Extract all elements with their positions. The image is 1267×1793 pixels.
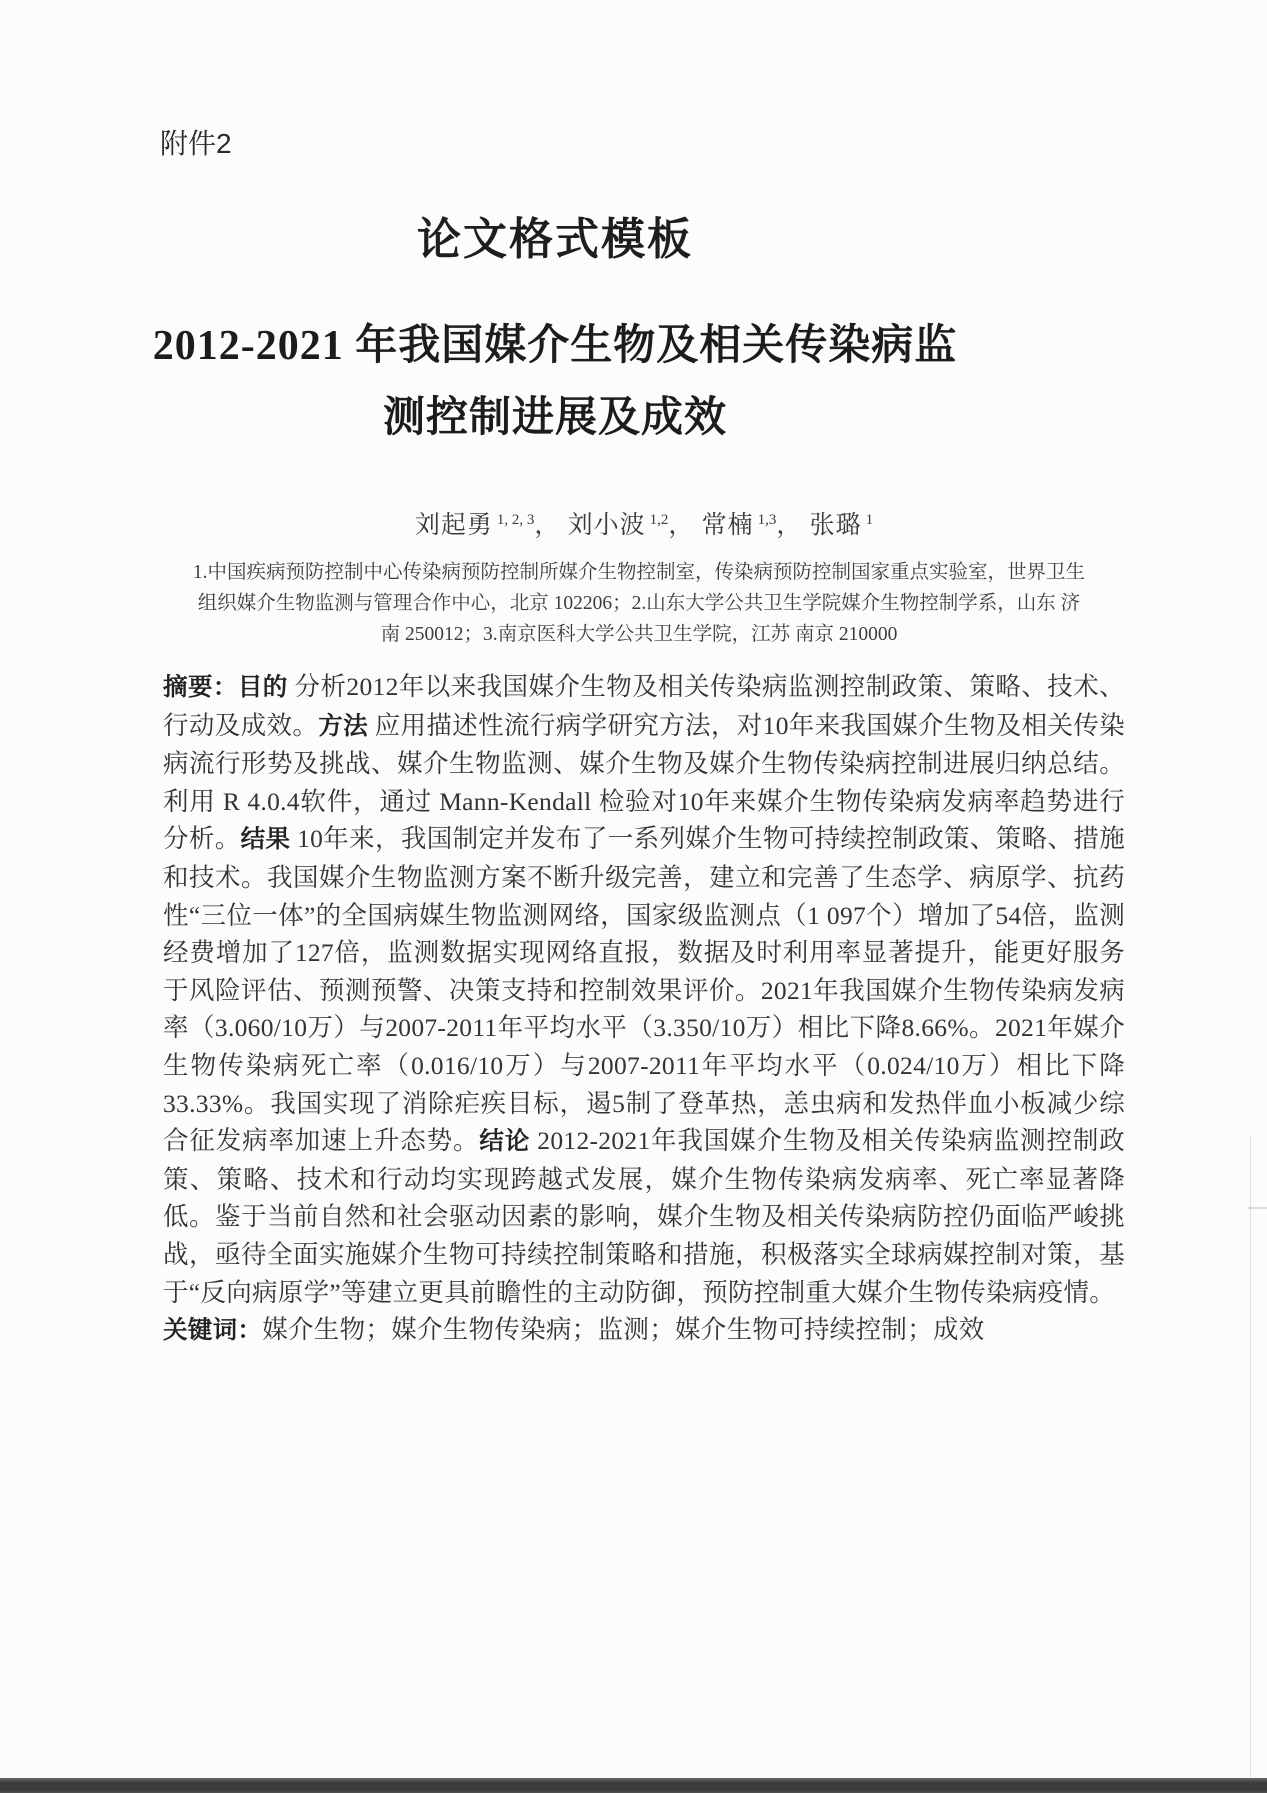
section-label-results: 结果: [240, 826, 291, 854]
keywords-line: [163, 1311, 1125, 1350]
author-affil-sup: 1,3: [757, 511, 777, 528]
template-title: 论文格式模板: [417, 215, 693, 264]
abstract-text-methods: 应用描述性流行病学研究方法，对10年来我国媒介生物及相关传染病流行形势及挑战、媒介生物监测、媒介生物及媒介生物传染病控制进展归纳总结。利用 R 4.0.4软件，通过 Mann-Kendall 检验对10年来媒介生物传染病发病率趋势进行分析。: [163, 710, 1125, 854]
author-separator: ，: [668, 512, 695, 539]
keywords-text: 媒介生物；媒介生物传染病；监测；媒介生物可持续控制；成效: [262, 1315, 985, 1345]
affiliation-line: 1.中国疾病预防控制中心传染病预防控制所媒介生物控制室，传染病预防控制国家重点实验室，世界卫生: [192, 562, 1086, 583]
author-name: 刘起勇: [414, 512, 493, 539]
scan-artifact-vertical-line: [1250, 1135, 1251, 1778]
keywords-label: 关键词：: [163, 1317, 263, 1345]
abstract-text-objective: 分析2012年以来我国媒介生物及相关传染病监测控制政策、策略、技术、行动及成效。: [163, 672, 1125, 740]
abstract-text-results: 10年来，我国制定并发布了一系列媒介生物可持续控制政策、策略、措施和技术。我国媒介生物监测方案不断升级完善，建立和完善了生态学、病原学、抗药性“三位一体”的全国病媒生物监测网络，国家级监测点（1 097个）增加了54倍，监测经费增加了127倍，监测数据实现网络直报，数据及时利用率显著提升，能更好服务于风险评估、预测预警、决策支持和控制效果评价。2021年我国媒介生物传染病发病率（3.060/10万）与2007-2011年平均水平（3.350/10万）相比下降8.66%。2021年媒介生物传染病死亡率（0.016/10万）与2007-2011年平均水平（0.024/10万）相比下降33.33%。我国实现了消除疟疾目标，遏5制了登革热，恙虫病和发热伴血小板减少综合征发病率加速上升态势。: [163, 824, 1126, 1156]
abstract-label: 摘要：: [163, 674, 238, 701]
scan-artifact-bottom-bar: [0, 1778, 1267, 1793]
affiliation-line: 南 250012；3.南京医科大学公共卫生学院，江苏 南京 210000: [380, 624, 898, 645]
section-label-methods: 方法: [318, 712, 368, 740]
paper-title-line2: 测控制进展及成效: [382, 395, 727, 441]
section-label-objective: 目的: [237, 674, 288, 701]
paper-title-line1: 2012-2021 年我国媒介生物及相关传染病监: [152, 323, 958, 369]
abstract-paragraph: [163, 668, 1125, 1311]
affiliations-block: [153, 557, 1125, 650]
author-name: 常楠: [701, 512, 754, 539]
paper-title: [0, 310, 1110, 454]
author-separator: ，: [776, 512, 803, 539]
author-affil-sup: 1,2: [649, 511, 669, 528]
abstract-column: [163, 668, 1125, 1350]
author-name: 张璐: [809, 512, 862, 539]
section-label-conclusion: 结论: [479, 1128, 531, 1156]
authors-line: [163, 505, 1125, 541]
abstract-text-conclusion: 2012-2021年我国媒介生物及相关传染病监测控制政策、策略、技术和行动均实现跨越式发展，媒介生物传染病发病率、死亡率显著降低。鉴于当前自然和社会驱动因素的影响，媒介生物及相关传染病防控仍面临严峻挑战，亟待全面实施媒介生物可持续控制策略和措施，积极落实全球病媒控制对策，基于“反向病原学”等建立更具前瞻性的主动防御，预防控制重大媒介生物传染病疫情。: [163, 1126, 1125, 1307]
author-affil-sup: 1: [865, 511, 874, 528]
scan-artifact-tick: [1248, 1207, 1267, 1209]
author-separator: ，: [534, 512, 561, 539]
attachment-label: 附件2: [160, 128, 232, 159]
author-name: 刘小波: [567, 512, 646, 539]
author-affil-sup: 1, 2, 3: [496, 511, 535, 528]
affiliation-line: 组织媒介生物监测与管理合作中心，北京 102206；2.山东大学公共卫生学院媒介生物控制学系，山东 济: [197, 593, 1081, 614]
